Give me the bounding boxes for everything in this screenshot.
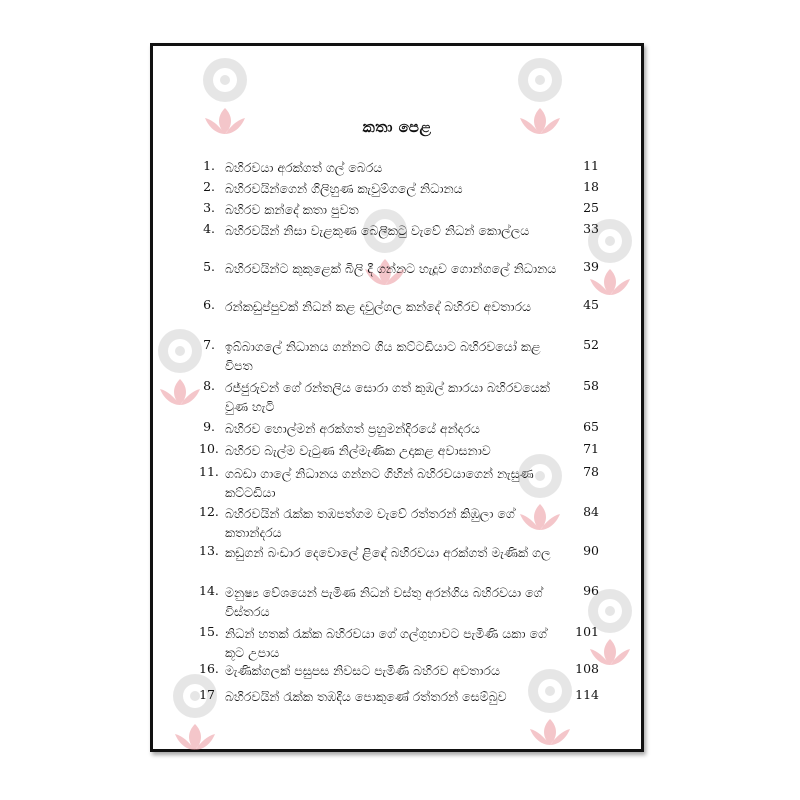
entry-title: ඉබ්බාගලේ නිධානය ගන්නට ගිය කට්ටඩියාට බහිරවයෝ කළ විපත <box>225 339 541 373</box>
entry-number: 1. <box>203 158 215 173</box>
entry-page: 25 <box>583 200 599 215</box>
entry-page: 33 <box>583 221 599 236</box>
entry-page: 96 <box>583 583 599 598</box>
entry-title: බහිරව බැල්ම වැටුණ නිල්මැණික උදාකළ අවාසනාව <box>225 443 491 458</box>
watermark-logo-icon <box>163 666 227 762</box>
entry-number: 13. <box>199 543 219 558</box>
entry-number: 2. <box>203 179 215 194</box>
entry-number: 4. <box>203 221 215 236</box>
entry-number: 16. <box>199 661 219 676</box>
entry-number: 5. <box>203 259 215 274</box>
book-page <box>150 43 644 752</box>
entry-page: 11 <box>583 158 599 173</box>
entry-number: 17 <box>199 687 215 702</box>
entry-page: 45 <box>583 297 599 312</box>
entry-number: 10. <box>199 441 219 456</box>
entry-number: 14. <box>199 583 219 598</box>
entry-title: බහිරවයා අරක්ගත් ගල් බෙරය <box>225 160 383 175</box>
entry-number: 6. <box>203 297 215 312</box>
entry-title: කඩුගන් බංඩාර දෙවොලේ ළිඳේ බහිරවයා අරක්ගත් මැණික් ගල <box>225 545 551 560</box>
entry-title: බහිරවයින් නිසා වැළකුණ බෙලිකටු වැවේ නිධන් කොල්ලය <box>225 223 530 238</box>
entry-page: 108 <box>575 661 599 676</box>
entry-title: මැණික්ගලක් පසුපස නිවසට පැමිණි බහිරව අවතාරය <box>225 663 500 678</box>
entry-page: 39 <box>583 259 599 274</box>
entry-page: 114 <box>575 687 599 702</box>
entry-title: මනුෂ්‍ය වේශයෙන් පැමිණ නිධන් වස්තු අරන්ගිය බහිරවයා ගේ විස්තරය <box>225 585 543 619</box>
entry-number: 15. <box>199 624 219 639</box>
entry-page: 18 <box>583 179 599 194</box>
entry-page: 78 <box>583 464 599 479</box>
entry-number: 12. <box>199 504 219 519</box>
entry-title: බහිරවයින් රැක්ක තඹදිය පොකුණේ රත්තරන් සෙම්බුව <box>225 689 507 704</box>
entry-number: 11. <box>199 464 219 479</box>
entry-title: රන්කඩුප්පුවක් නිධන් කළ දවුල්ගල කන්දේ බහිරව අවතාරය <box>225 299 531 314</box>
entry-title: රජ්ජුරුවන් ගේ රන්තලිය සොරා ගත් කුඹල් කාරයා බහිරවයෙක් වුණ හැටි <box>225 380 550 414</box>
entry-title: බහිරවයින්ගෙන් ගිලිහුණ කැවුම්ගලේ නිධානය <box>225 181 463 196</box>
entry-title: බහිරවයින්ට කුකුළෙක් බිලි දී ගන්නට හැදූව ගොන්ගලේ නිධානය <box>225 261 557 276</box>
entry-page: 90 <box>583 543 599 558</box>
watermark-logo-icon <box>148 321 212 417</box>
entry-page: 58 <box>583 378 599 393</box>
entry-title: ගබඩා ගාලේ නිධානය ගන්නට ගිහින් බහිරවයාගෙන් නැසුණ කට්ටඩියා <box>225 466 534 500</box>
entry-number: 7. <box>203 337 215 352</box>
entry-page: 84 <box>583 504 599 519</box>
entry-number: 3. <box>203 200 215 215</box>
entry-title: බහිරවයින් රැක්ක තඹපත්ගම වැවේ රත්තරන් කිඹුලා ගේ කතාන්දරය <box>225 506 515 540</box>
entry-page: 65 <box>583 419 599 434</box>
contents-heading: කතා පෙළ <box>362 118 432 136</box>
entry-title: බහිරව කන්දේ කතා පුවත <box>225 202 359 217</box>
entry-number: 8. <box>203 378 215 393</box>
entry-page: 101 <box>575 624 599 639</box>
entry-number: 9. <box>203 419 215 434</box>
entry-page: 71 <box>583 441 599 456</box>
entry-page: 52 <box>583 337 599 352</box>
entry-title: බහිරව හොල්මන් අරක්ගත් ප්‍රහුමන්දිරයේ අන්දරය <box>225 421 480 436</box>
entry-title: නිධන් හතක් රැක්ක බහිරවයා ගේ ගල්ගුහාවට පැමිණි යකා ගේ කූට උපාය <box>225 626 547 660</box>
